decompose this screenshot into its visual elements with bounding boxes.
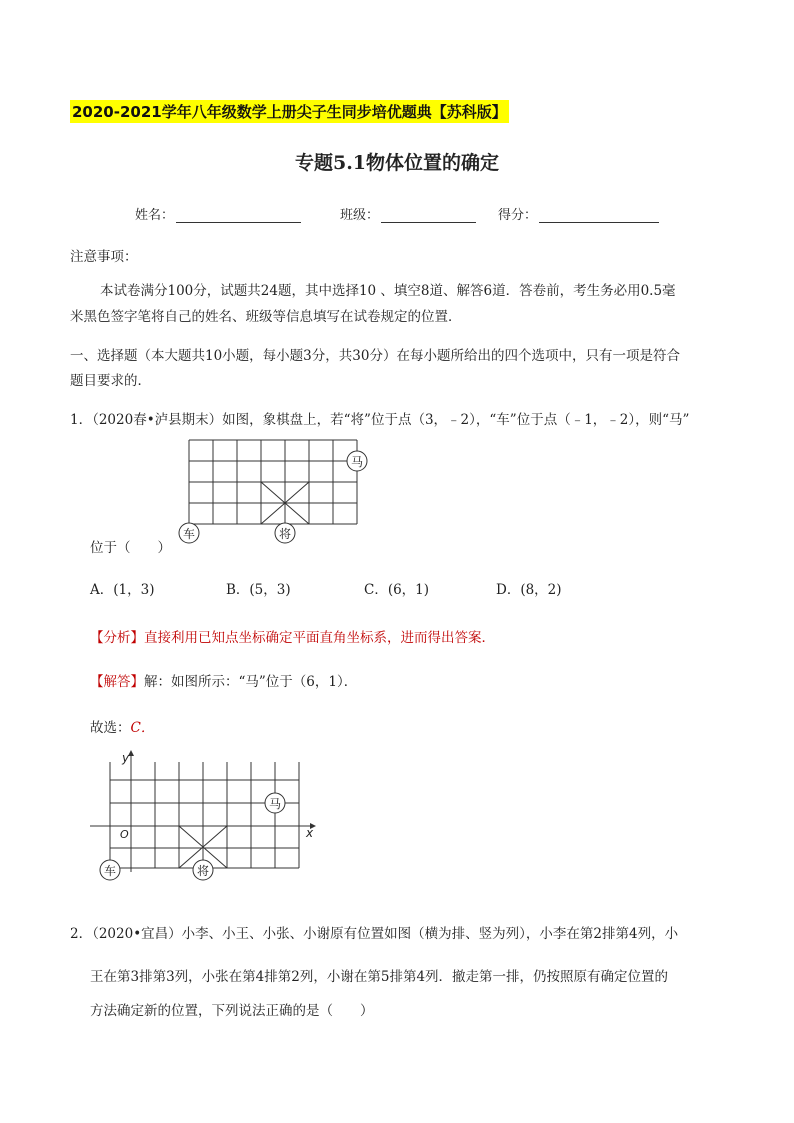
che-piece <box>179 523 199 543</box>
option-a[interactable]: A．(1，3) <box>90 582 155 598</box>
q1-stem-end: 位于（ ） <box>90 540 171 556</box>
jiang-piece <box>193 860 213 880</box>
solution-text: 解：如图所示：“马”位于（6，1）． <box>144 674 358 690</box>
jiang-piece <box>275 523 295 543</box>
section-heading-line-1: 一、选择题（本大题共10小题，每小题3分，共30分）在每小题所给出的四个选项中，只有一项是符合 <box>70 348 680 364</box>
ma-piece <box>347 451 367 471</box>
series-title: 2020-2021学年八年级数学上册尖子生同步培优题典【苏科版】 <box>70 100 509 123</box>
class-blank[interactable] <box>381 208 476 223</box>
option-d[interactable]: D．(8，2) <box>496 582 562 598</box>
q2-line-1: 2．（2020•宜昌）小李、小王、小张、小谢原有位置如图（横为排、竖为列），小李在第2排第4列，小 <box>70 926 679 942</box>
score-blank[interactable] <box>539 208 659 223</box>
che-piece <box>100 860 120 880</box>
solution-line <box>90 670 357 690</box>
notice-line-2: 米黑色签字笔将自己的姓名、班级等信息填写在试卷规定的位置． <box>70 309 462 325</box>
svg-text:马: 马 <box>350 455 364 469</box>
solution-grid <box>110 762 299 868</box>
q1-solution-figure <box>86 748 326 883</box>
option-b[interactable]: B．(5，3) <box>226 582 291 598</box>
analysis-line <box>90 626 495 646</box>
ma-piece <box>265 793 285 813</box>
name-field <box>135 204 301 223</box>
solution-tag: 【解答】 <box>90 674 144 690</box>
name-label: 姓名： <box>135 208 175 223</box>
score-field <box>498 204 659 223</box>
notice-heading: 注意事项： <box>70 249 138 265</box>
svg-text:将: 将 <box>196 864 210 878</box>
analysis-text: 直接利用已知点坐标确定平面直角坐标系，进而得出答案． <box>144 630 495 646</box>
y-axis-label: y <box>122 751 130 765</box>
q2-line-2: 王在第3排第3列，小张在第4排第2列，小谢在第5排第4列．撤走第一排，仍按照原有确定位置的 <box>90 969 669 985</box>
class-label: 班级： <box>340 208 380 223</box>
board-grid <box>189 440 357 524</box>
choice-label: 故选： <box>90 720 131 736</box>
class-field <box>340 204 476 223</box>
q1-stem: 1．（2020春•泸县期末）如图，象棋盘上，若“将”位于点（3，﹣2），“车”位于点（﹣1，﹣2），则“马” <box>70 412 690 428</box>
svg-text:车: 车 <box>103 864 117 878</box>
svg-text:将: 将 <box>278 527 292 541</box>
notice-line-1: 本试卷满分100分，试题共24题，其中选择10 、填空8道、解答6道．答卷前，考生务必用0.5毫 <box>100 283 676 299</box>
analysis-tag: 【分析】 <box>90 630 144 646</box>
choice-value: C． <box>130 720 155 736</box>
page-title: 专题5.1物体位置的确定 <box>294 152 500 174</box>
q1-chessboard <box>170 436 380 548</box>
x-axis-label: x <box>306 826 314 840</box>
choice-line <box>90 716 154 736</box>
q2-line-3: 方法确定新的位置，下列说法正确的是（ ） <box>90 1003 374 1019</box>
svg-text:马: 马 <box>268 797 282 811</box>
option-c[interactable]: C．(6，1) <box>364 582 430 598</box>
score-label: 得分： <box>498 208 538 223</box>
origin-label: O <box>120 828 129 841</box>
section-heading-line-2: 题目要求的． <box>70 373 151 389</box>
name-blank[interactable] <box>176 208 301 223</box>
svg-text:车: 车 <box>182 527 196 541</box>
